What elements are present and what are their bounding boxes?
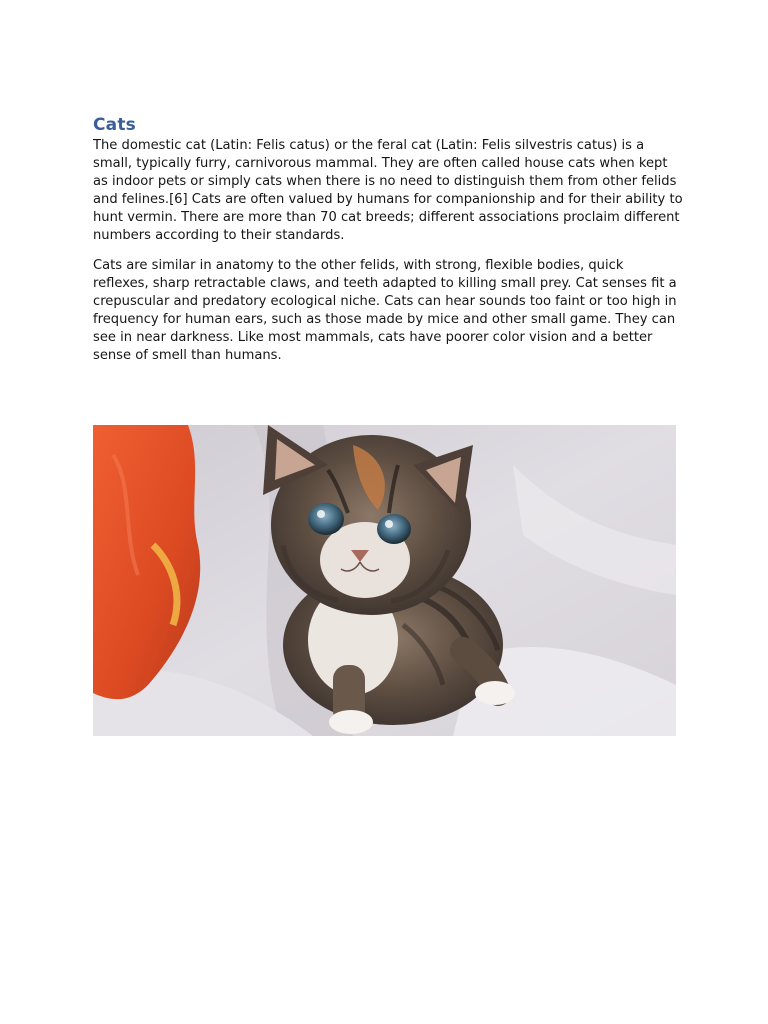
kitten-photo-illustration (93, 425, 676, 736)
page-title: Cats (93, 115, 136, 135)
paragraph-intro: The domestic cat (Latin: Felis catus) or the feral cat (Latin: Felis silvestris catus) is a small, typically furry, carnivorous mammal. They are often called house cats when kept as indoor pets or simply cats when there is no need to distinguish them from other felids and felines.[6] Cats are often valued by humans for companionship and for their ability to hunt vermin. There are more than 70 cat breeds; different associations proclaim different numbers according to their standards. (93, 138, 683, 244)
paragraph-anatomy: Cats are similar in anatomy to the other felids, with strong, flexible bodies, quick reflexes, sharp retractable claws, and teeth adapted to killing small prey. Cat senses fit a crepuscular and predatory ecological niche. Cats can hear sounds too faint or too high in frequency for human ears, such as those made by mice and other small game. They can see in near darkness. Like most mammals, cats have poorer color vision and a better sense of smell than humans. (93, 257, 677, 364)
document-body (93, 113, 683, 365)
kitten-photo (93, 425, 676, 736)
